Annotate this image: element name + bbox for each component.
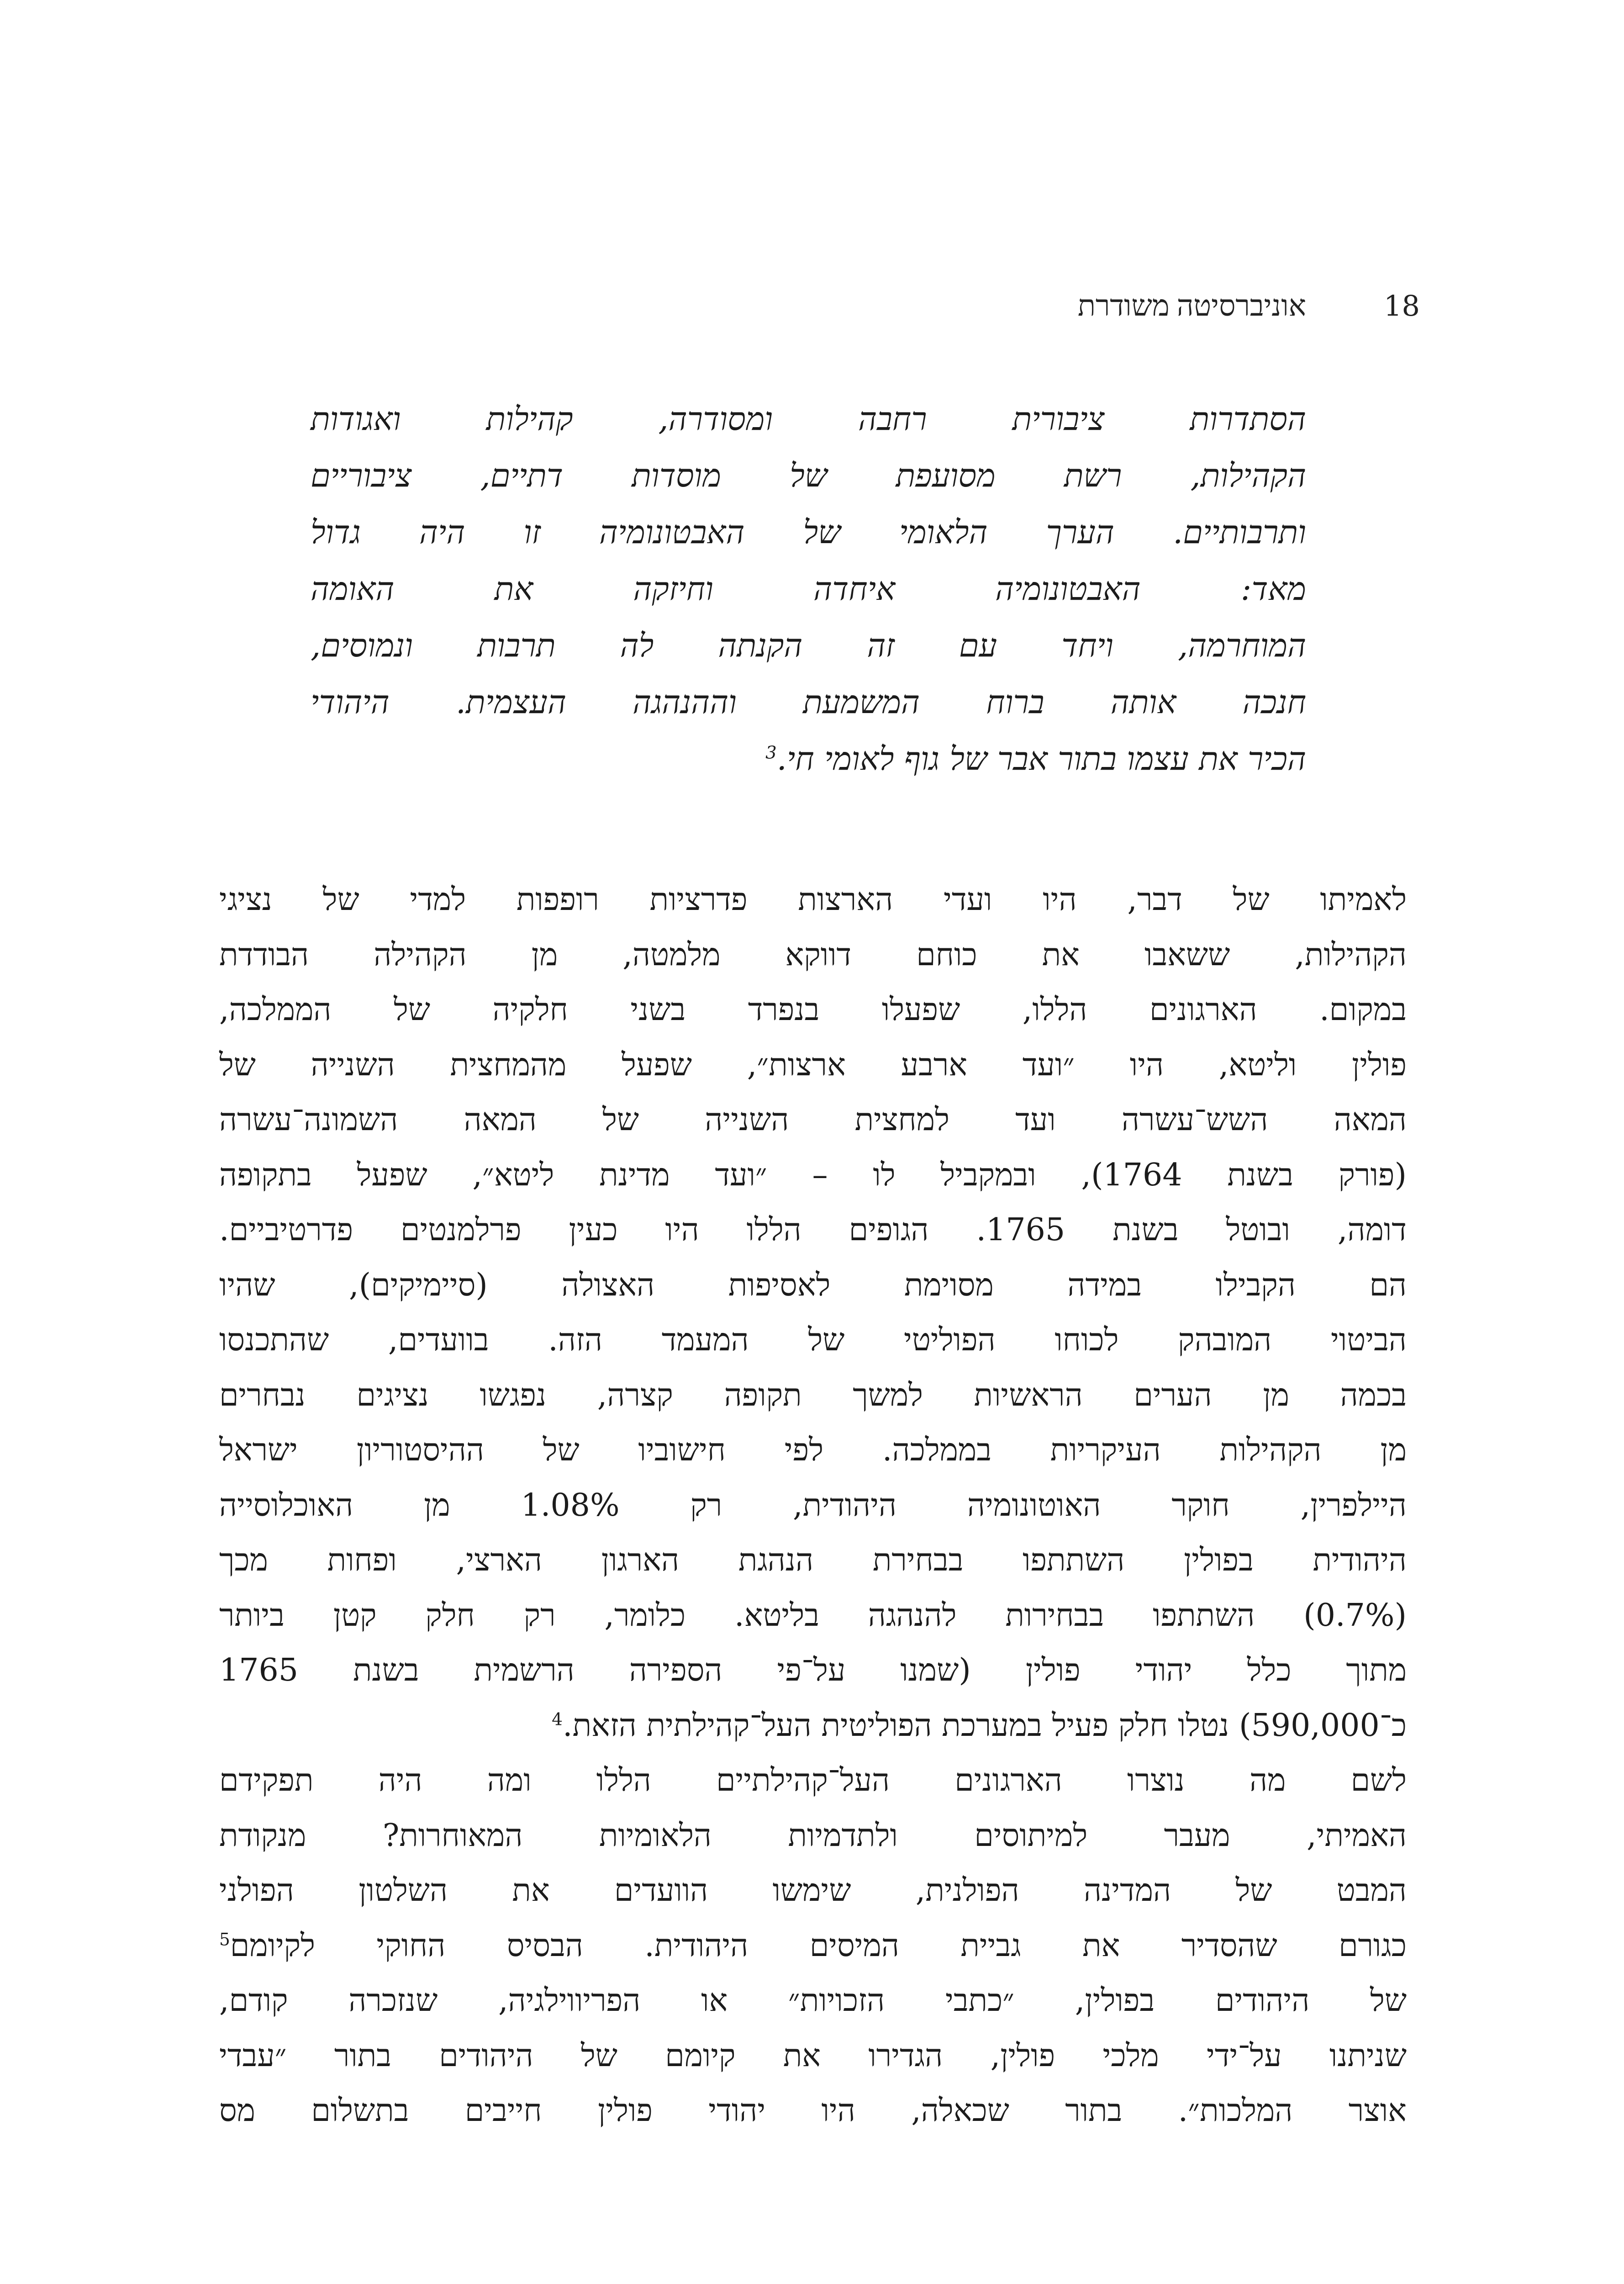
body-line: לשם מה נוצרו הארגונים העל־קהילתיים הללו ומה היה תפקידם: [219, 1762, 1407, 1798]
body-line-text: כגורם שהסדיר את גביית המיסים היהודית. הבסיס החוקי לקיומם: [230, 1927, 1407, 1964]
footnote-ref-3: 3: [765, 742, 777, 763]
body-line-text: כ־590,000) נטלו חלק פעיל במערכת הפוליטית העל־קהילתית הזאת.: [562, 1707, 1407, 1744]
quote-line: חנכה אותה ברוח המשמעת וההנהגה העצמית. היהודי: [311, 683, 1306, 721]
body-line: בכמה מן הערים הראשיות למשך תקופה קצרה, נפגשו נציגים נבחרים: [219, 1377, 1407, 1413]
body-line: לאמיתו של דבר, היו ועדי הארצות פדרציות רופפות למדי של נציגי: [219, 882, 1407, 918]
body-line: האמיתי, מעבר למיתוסים ולתדמיות הלאומיות המאוחרות? מנקודת: [219, 1817, 1407, 1854]
body-line: (פורק בשנת 1764), ובמקביל לו – ״ועד מדינת ליטא״, שפעל בתקופה: [219, 1157, 1407, 1193]
body-line: המאה השש־עשרה ועד למחצית השנייה של המאה השמונה־עשרה: [219, 1102, 1407, 1138]
footnote-ref-4: 4: [552, 1708, 563, 1729]
body-line: פולין וליטא, היו ״ועד ארבע ארצות״, שפעל מהמחצית השנייה של: [219, 1047, 1407, 1083]
quote-line: המוחרמה, ויחד עם זה הקנתה לה תרבות ונמוסים,: [311, 627, 1306, 664]
body-line: היהודית בפולין השתתפו בבחירת הנהגת הארגון הארצי, ופחות מכך: [219, 1542, 1407, 1578]
quote-line: ותרבותיים. הערך הלאומי של האבטונומיה זו היה גדול: [311, 513, 1306, 551]
running-head: [215, 286, 1420, 327]
body-line: היילפרין, חוקר האוטונומיה היהודית, רק 1.08% מן האוכלוסייה: [219, 1487, 1407, 1523]
body-line: הקהילות, ששאבו את כוחם דווקא מלמטה, מן הקהילה הבודדת: [219, 936, 1407, 973]
body-line: המבט של המדינה הפולנית, שימשו הוועדים את השלטון הפולני: [219, 1872, 1407, 1909]
body-line: שניתנו על־ידי מלכי פולין, הגדירו את קיומם של היהודים בתור ״עבדי: [219, 2037, 1407, 2074]
body-paragraphs: [219, 872, 1407, 2139]
body-line: מתוך כלל יהודי פולין (שמנו על־פי הספירה הרשמית בשנת 1765: [219, 1652, 1407, 1688]
body-line: אוצר המלכות״. בתור שכאלה, היו יהודי פולין חייבים בתשלום מס: [219, 2093, 1407, 2129]
quote-line-text: הכיר את עצמו בתור אבר של גוף לאומי חי.: [776, 740, 1306, 777]
quote-line: הקהילות, רשת מסועפת של מוסדות דתיים, ציבוריים: [311, 457, 1306, 494]
page-number: 18: [1384, 289, 1420, 323]
footnote-ref-5: 5: [219, 1929, 230, 1949]
body-line: הם הקבילו במידה מסוימת לאסיפות האצולה (סיימיקים), שהיו: [219, 1267, 1407, 1303]
quote-line: מאד: האבטונומיה איחדה וחיזקה את האומה: [311, 570, 1306, 608]
running-title: אוניברסיטה משודרת: [1077, 290, 1306, 322]
quote-line-last: [311, 730, 1306, 787]
block-quote: [311, 391, 1306, 787]
body-line: (0.7%) השתתפו בבחירות להנהגה בליטא. כלומר, רק חלק קטן ביותר: [219, 1597, 1407, 1634]
body-line: דומה, ובוטל בשנת 1765. הגופים הללו היו כעין פרלמנטים פדרטיביים.: [219, 1212, 1407, 1248]
body-line: של היהודים בפולין, ״כתבי הזכויות״ או הפריווילגיה, שנזכרה קודם,: [219, 1983, 1407, 2019]
body-line: הביטוי המובהק לכוחו הפוליטי של המעמד הזה. בוועדים, שהתכנסו: [219, 1322, 1407, 1358]
body-line: מן הקהילות העיקריות בממלכה. לפי חישוביו של ההיסטוריון ישראל: [219, 1432, 1407, 1468]
body-line-with-ref: [219, 1919, 1407, 1974]
body-line-paragraph-end: [219, 1698, 1407, 1754]
quote-line: הסתדרות ציבורית רחבה ומסודרה, קהילות ואגודות: [311, 400, 1306, 438]
body-line: במקום. הארגונים הללו, שפעלו בנפרד בשני חלקיה של הממלכה,: [219, 992, 1407, 1028]
